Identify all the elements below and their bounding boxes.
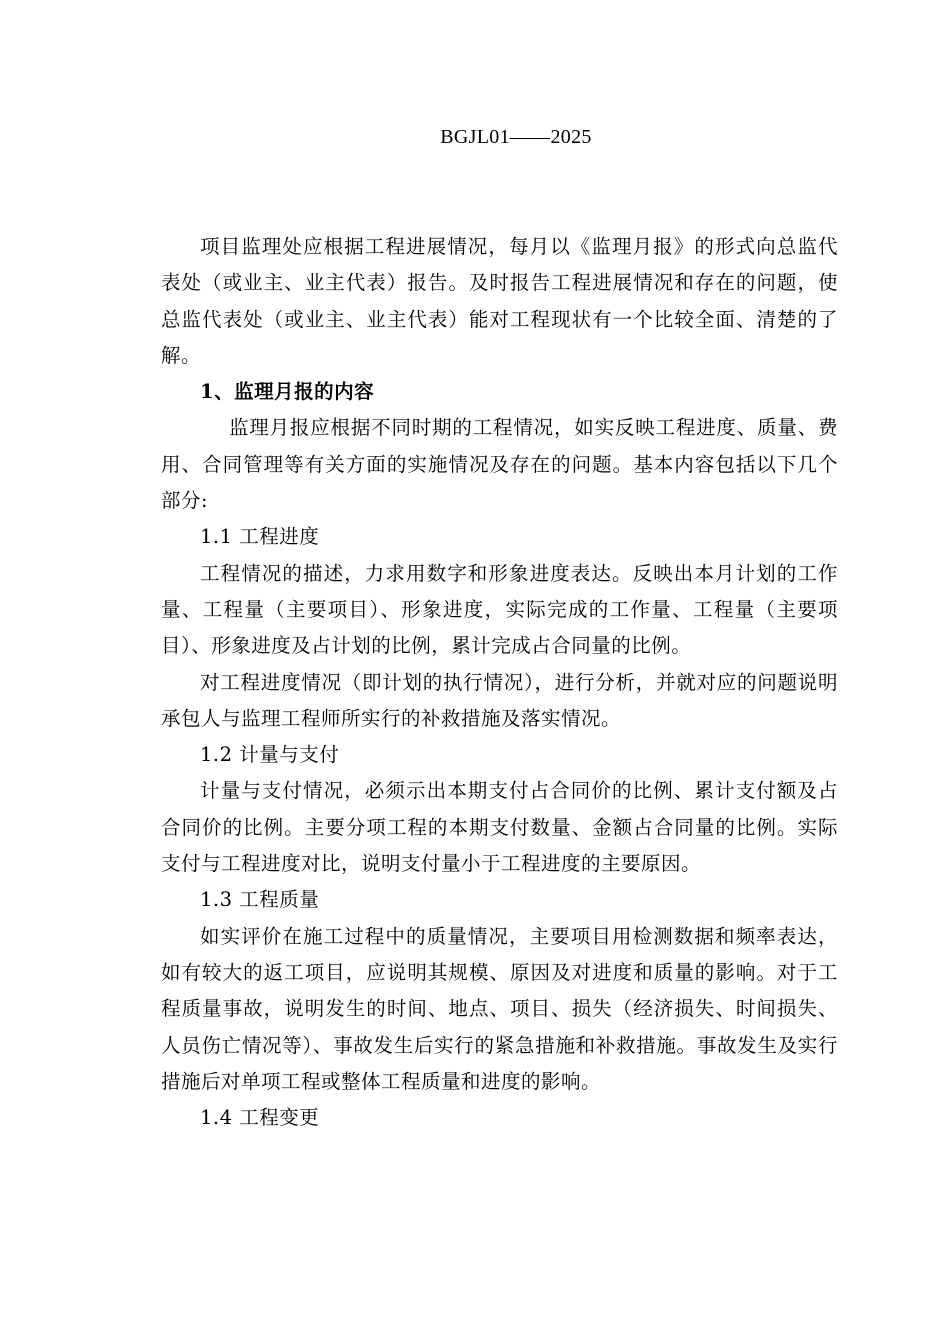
section-1-1-paragraph-2: 对工程进度情况（即计划的执行情况），进行分析，并就对应的问题说明承包人与监理工程师所实行的补救措施及落实情况。	[161, 670, 838, 730]
document-body	[161, 229, 838, 1136]
section-1-3-paragraph-1: 如实评价在施工过程中的质量情况，主要项目用检测数据和频率表达，如有较大的返工项目，应说明其规模、原因及对进度和质量的影响。对于工程质量事故，说明发生的时间、地点、项目、损失（经济损失、时间损失、人员伤亡情况等）、事故发生后实行的紧急措施和补救措施。事故发生及实行措施后对单项工程或整体工程质量和进度的影响。	[161, 924, 838, 1093]
document-code: BGJL01——2025	[440, 126, 592, 148]
section-1-paragraph: 监理月报应根据不同时期的工程情况，如实反映工程进度、质量、费用、合同管理等有关方面的实施情况及存在的问题。基本内容包括以下几个部分:	[161, 416, 838, 513]
section-1-3-heading: 1.3 工程质量	[200, 888, 320, 912]
section-1-1-paragraph-1: 工程情况的描述，力求用数字和形象进度表达。反映出本月计划的工作量、工程量（主要项目）、形象进度，实际完成的工作量、工程量（主要项目）、形象进度及占计划的比例，累计完成占合同量的比例。	[161, 561, 838, 658]
section-1-4-heading: 1.4 工程变更	[200, 1106, 320, 1130]
intro-paragraph: 项目监理处应根据工程进展情况，每月以《监理月报》的形式向总监代表处（或业主、业主代表）报告。及时报告工程进展情况和存在的问题，使总监代表处（或业主、业主代表）能对工程现状有一个比较全面、清楚的了解。	[161, 235, 838, 367]
section-1-1-heading: 1.1 工程进度	[200, 525, 320, 549]
section-1-2-heading: 1.2 计量与支付	[200, 743, 340, 767]
section-1-heading: 1、监理月报的内容	[200, 380, 375, 404]
section-1-2-paragraph-1: 计量与支付情况，必须示出本期支付占合同价的比例、累计支付额及占合同价的比例。主要分项工程的本期支付数量、金额占合同量的比例。实际支付与工程进度对比，说明支付量小于工程进度的主要原因。	[161, 779, 838, 876]
